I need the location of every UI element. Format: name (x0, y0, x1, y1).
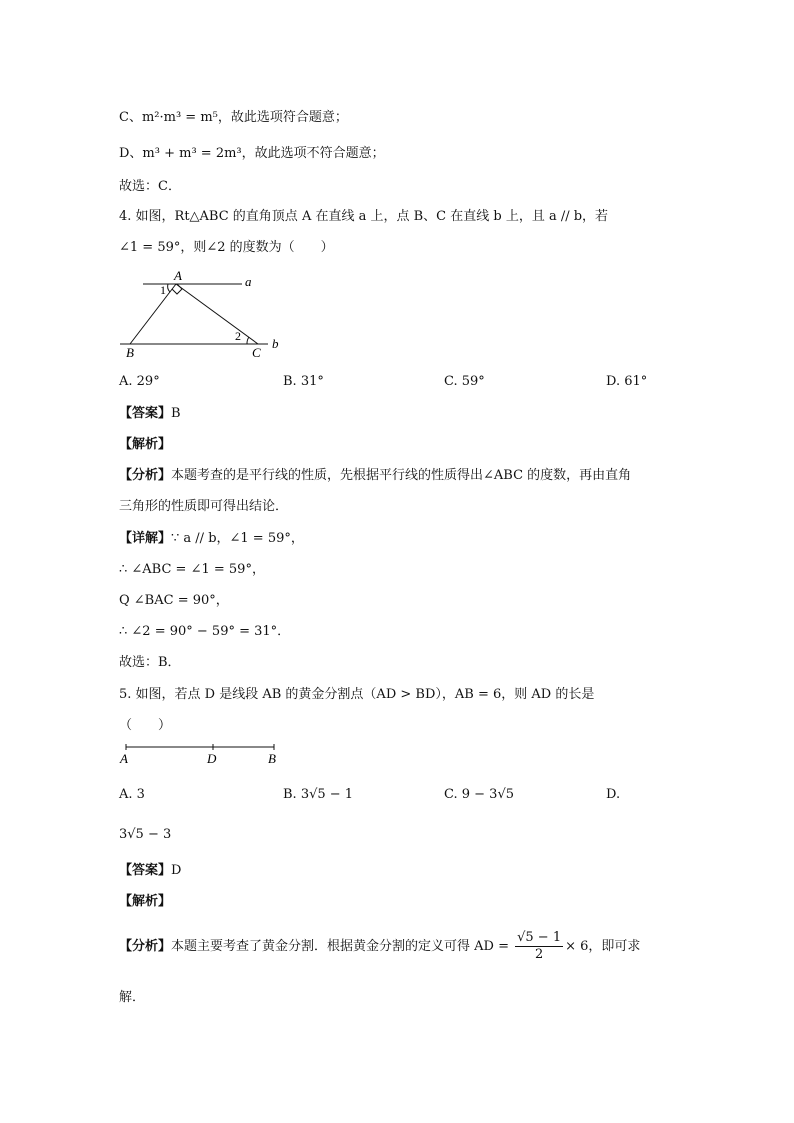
xiangjie-line (119, 529, 304, 549)
seg-label-D: D (207, 751, 217, 766)
golden-ratio-fraction (515, 930, 563, 963)
step-1: ∵ a // b，∠1 = 59°， (171, 531, 304, 546)
answer-label: 【答案】 (119, 406, 172, 421)
step-2: ∴ ∠ABC = ∠1 = 59°， (119, 562, 265, 577)
jiexi-5-label: 【解析】 (119, 894, 172, 909)
side-ac (176, 284, 258, 344)
answer-5-label: 【答案】 (119, 863, 172, 878)
label-a: a (245, 274, 252, 289)
option-d-explanation (119, 144, 385, 164)
fenxi-5-line-2: 解． (119, 990, 146, 1005)
label-B: B (126, 345, 134, 360)
fenxi-4-line-2: 三角形的性质即可得出结论． (119, 499, 289, 514)
option-c-text: C、m²·m³ = m⁵，故此选项符合题意； (119, 110, 348, 125)
step-4: ∴ ∠2 = 90° − 59° = 31°． (119, 624, 291, 639)
q5-option-b: B. 3√5 − 1 (283, 787, 354, 802)
side-ab (130, 284, 176, 344)
step-3: Q ∠BAC = 90°， (119, 593, 229, 608)
q5-option-a: A. 3 (119, 787, 145, 802)
q4-option-d: D. 61° (606, 374, 648, 389)
q4-option-b: B. 31° (283, 374, 324, 389)
answer-4 (119, 404, 181, 424)
answer-5 (119, 861, 181, 881)
answer-4-value: B (171, 406, 181, 421)
seg-label-A: A (120, 751, 128, 766)
label-C: C (252, 345, 261, 360)
segment-diagram (118, 738, 288, 768)
label-A: A (174, 268, 182, 283)
xiangjie-label: 【详解】 (119, 531, 172, 546)
fenxi-4-line-1 (119, 466, 631, 486)
seg-label-B: B (268, 751, 276, 766)
angle-2-arc (247, 337, 249, 344)
q4-option-c: C. 59° (444, 374, 485, 389)
right-angle-mark (172, 284, 182, 294)
q4-option-a: A. 29° (119, 374, 160, 389)
fenxi-4-text: 本题考查的是平行线的性质，先根据平行线的性质得出∠ABC 的度数，再由直角 (171, 468, 632, 483)
option-c-explanation (119, 108, 348, 128)
q5-option-c: C. 9 − 3√5 (444, 787, 515, 802)
answer-5-value: D (171, 863, 182, 878)
choose-b: 故选：B． (119, 655, 181, 670)
label-1: 1 (160, 283, 166, 297)
question-5-paren: （ ） (119, 718, 172, 733)
question-5-line-1: 5. 如图，若点 D 是线段 AB 的黄金分割点（AD > BD），AB = 6，则 AD 的长是 (119, 687, 595, 702)
choose-c: 故选：C． (119, 179, 181, 194)
fraction-denominator: 2 (534, 947, 544, 962)
jiexi-label: 【解析】 (119, 437, 172, 452)
fraction-numerator: √5 − 1 (517, 930, 562, 945)
option-d-text: D、m³ + m³ = 2m³，故此选项不符合题意； (119, 146, 385, 161)
fenxi-5-tail: × 6，即可求 (565, 939, 641, 954)
q5-option-d-value: 3√5 − 3 (119, 827, 172, 842)
label-b: b (272, 336, 279, 351)
question-4-line-2: ∠1 = 59°，则∠2 的度数为（ ） (119, 240, 334, 255)
angle-1-arc (168, 284, 170, 292)
fenxi-5-line-1 (119, 930, 640, 964)
fenxi-5-text: 本题主要考查了黄金分割．根据黄金分割的定义可得 AD = (171, 939, 509, 954)
label-2: 2 (235, 329, 241, 343)
fenxi-5-label: 【分析】 (119, 939, 172, 954)
question-4-line-1: 4. 如图，Rt△ABC 的直角顶点 A 在直线 a 上，点 B、C 在直线 b 上，且 a // b，若 (119, 209, 609, 224)
fenxi-label: 【分析】 (119, 468, 172, 483)
q5-option-d: D. (606, 787, 621, 802)
triangle-diagram (118, 268, 288, 360)
